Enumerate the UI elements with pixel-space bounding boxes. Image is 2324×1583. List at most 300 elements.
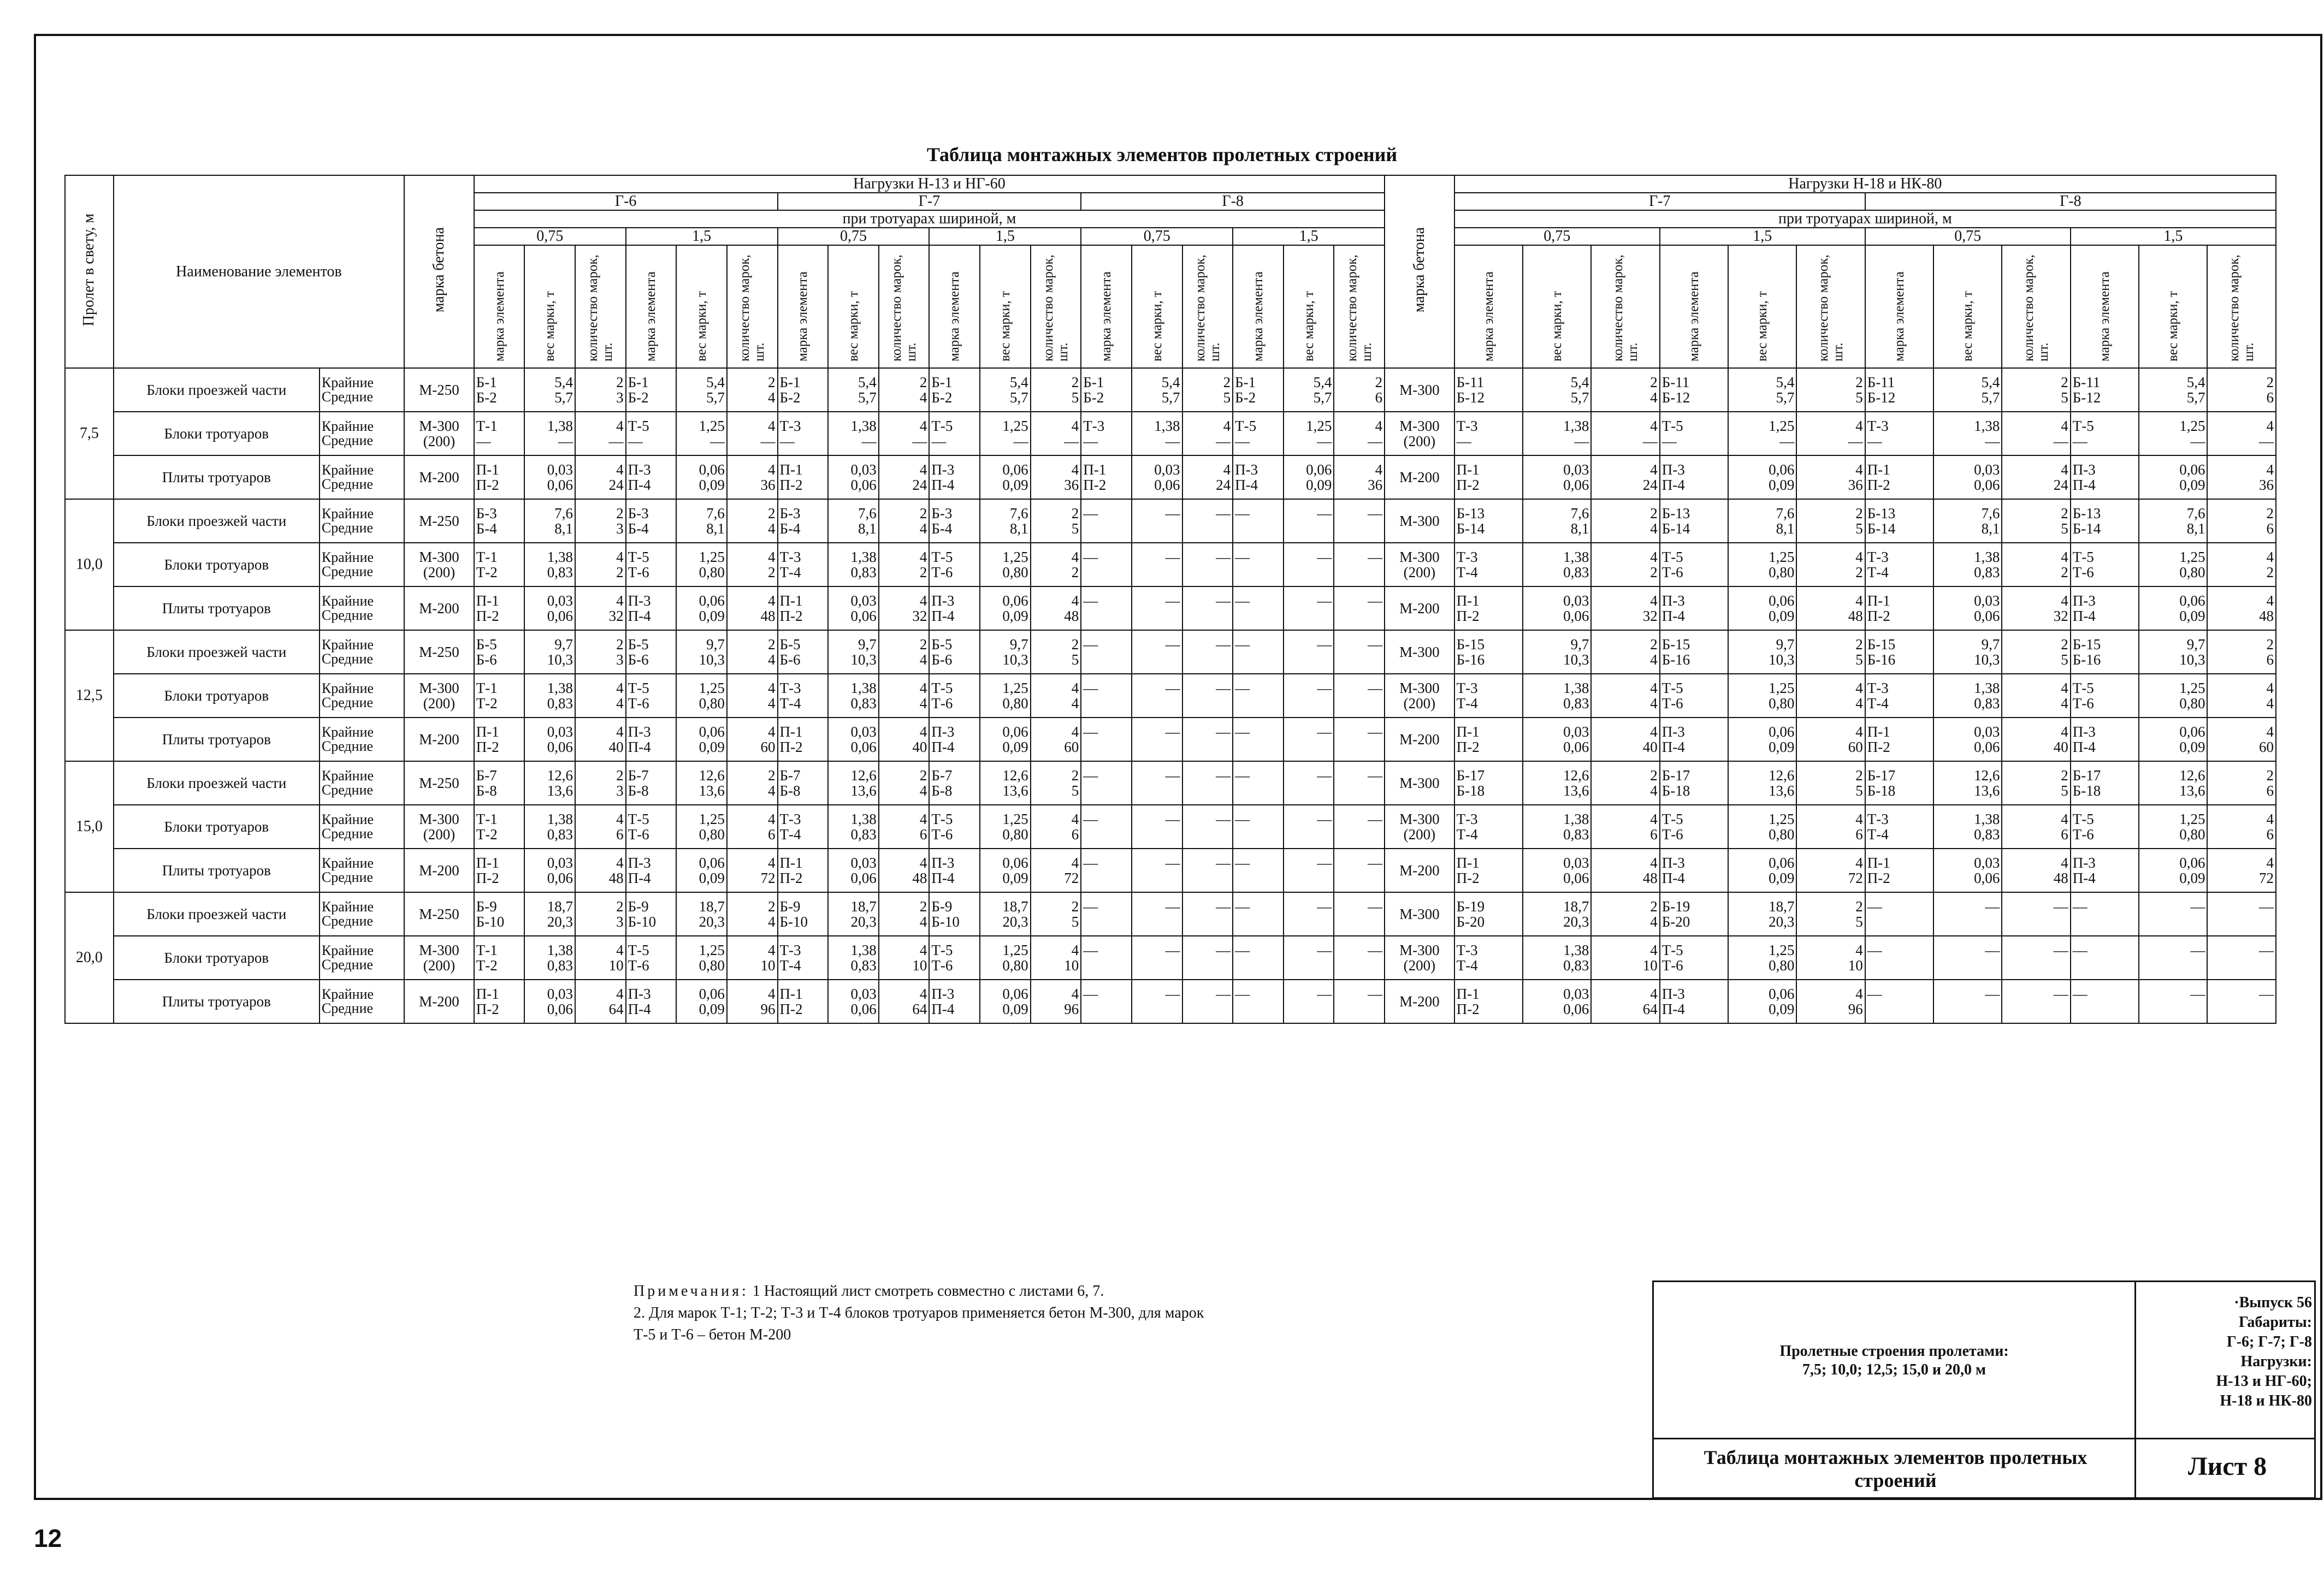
cell-value: 0,06 xyxy=(1769,461,1795,478)
table-title: Таблица монтажных элементов пролетных строений xyxy=(926,144,1398,165)
table-row xyxy=(65,630,2276,674)
cell-value: 4 xyxy=(919,986,927,1002)
cell-value: 1,25 xyxy=(1769,811,1795,827)
cell-value xyxy=(1336,696,1382,711)
cell-value xyxy=(1286,958,1332,973)
cell-value: 0,06 xyxy=(1974,870,2000,886)
cell-value: 4 xyxy=(2266,695,2274,712)
element-mark xyxy=(1660,412,1728,455)
cell-value: 1,38 xyxy=(1974,549,2000,565)
cell-value: 7,6 xyxy=(858,505,877,521)
element-weight xyxy=(1728,892,1796,936)
cell-value: П-1 xyxy=(779,592,803,609)
concrete-grade: М-200 xyxy=(404,455,474,499)
element-count xyxy=(1182,674,1233,718)
cell-value: 72 xyxy=(1848,870,1863,886)
cell-value: 2 xyxy=(2266,564,2274,580)
element-mark xyxy=(1660,805,1728,849)
element-count xyxy=(1796,586,1865,630)
element-mark xyxy=(1865,586,1933,630)
sheet-number: Лист 8 xyxy=(2187,1452,2267,1481)
cell-value xyxy=(2141,958,2205,973)
element-weight xyxy=(1284,936,1334,980)
cell-value: 0,83 xyxy=(1563,826,1589,843)
cell-value: 4 xyxy=(919,651,927,668)
cell-value: 0,03 xyxy=(1154,461,1180,478)
cell-value xyxy=(1235,827,1281,842)
element-weight xyxy=(1132,412,1182,455)
element-weight xyxy=(1728,761,1796,805)
element-count xyxy=(1334,761,1385,805)
element-count xyxy=(2207,499,2276,543)
position-label: Средние xyxy=(321,738,374,754)
cell-value: П-1 xyxy=(1456,592,1480,609)
cell-value: П-3 xyxy=(2072,724,2096,740)
cell-value: — xyxy=(1317,986,1332,1002)
cell-value: Б-4 xyxy=(476,520,497,537)
element-count xyxy=(879,586,930,630)
cell-value: Т-4 xyxy=(1456,826,1478,843)
cell-value: 8,1 xyxy=(1776,520,1795,537)
cell-value: Б-14 xyxy=(2072,520,2101,537)
element-mark xyxy=(778,412,829,455)
element-weight xyxy=(1728,674,1796,718)
cell-value: 5,7 xyxy=(554,389,573,406)
cell-value: 1,38 xyxy=(1974,418,2000,434)
position-label: Крайние xyxy=(321,418,374,434)
element-mark xyxy=(1454,586,1523,630)
cell-value: — xyxy=(709,433,725,449)
element-mark xyxy=(778,674,829,718)
cell-value: 0,83 xyxy=(547,826,573,843)
element-weight xyxy=(1933,936,2002,980)
cell-value: 0,80 xyxy=(699,957,725,974)
element-weight xyxy=(828,412,879,455)
cell-value: 0,06 xyxy=(547,870,573,886)
cell-value: 20,3 xyxy=(547,914,573,930)
element-weight xyxy=(676,936,727,980)
element-count xyxy=(727,761,778,805)
element-mark xyxy=(1865,718,1933,761)
cell-value: — xyxy=(1368,724,1383,740)
cell-value: 4 xyxy=(616,592,624,609)
cell-value: — xyxy=(912,433,927,449)
cell-value: 0,09 xyxy=(1769,739,1795,755)
cell-value: 0,06 xyxy=(1563,608,1589,624)
element-mark xyxy=(778,718,829,761)
cell-value xyxy=(1134,608,1180,624)
cell-value: 1,38 xyxy=(1563,680,1589,696)
cell-value: 0,03 xyxy=(1974,855,2000,871)
element-weight xyxy=(1284,805,1334,849)
cell-value: 9,7 xyxy=(1009,636,1028,653)
element-count xyxy=(879,980,930,1023)
element-count xyxy=(879,674,930,718)
sidewalk-width: 0,75 xyxy=(778,228,930,245)
cell-value: 32 xyxy=(608,608,624,624)
element-mark xyxy=(1233,499,1284,543)
element-count xyxy=(2002,368,2070,412)
cell-value xyxy=(1235,783,1281,798)
cell-value: 13,6 xyxy=(1769,782,1795,799)
cell-value: 2 xyxy=(768,505,776,521)
element-count xyxy=(879,892,930,936)
cell-value: 0,06 xyxy=(1769,724,1795,740)
element-weight xyxy=(828,761,879,805)
cell-value: 4 xyxy=(1855,855,1863,871)
cell-value: 2 xyxy=(2061,564,2068,580)
cell-value: 0,06 xyxy=(1769,986,1795,1002)
cell-value: Б-9 xyxy=(476,898,497,915)
element-count xyxy=(1031,805,1081,849)
element-name: Блоки тротуаров xyxy=(114,674,320,718)
cell-value: — xyxy=(1064,433,1079,449)
cell-value: 4 xyxy=(1071,680,1079,696)
element-weight xyxy=(1523,674,1591,718)
cell-value: 18,7 xyxy=(1563,898,1589,915)
cell-value: 13,6 xyxy=(850,782,877,799)
element-weight xyxy=(980,849,1031,892)
cell-value: 4 xyxy=(919,942,927,958)
element-mark xyxy=(474,718,525,761)
position-label: Крайние xyxy=(321,593,374,609)
cell-value: — xyxy=(931,433,947,449)
element-weight xyxy=(1284,543,1334,586)
position-label: Средние xyxy=(321,389,374,405)
element-count xyxy=(1796,630,1865,674)
concrete-grade: М-300 (200) xyxy=(404,674,474,718)
cell-value: Б-9 xyxy=(931,898,953,915)
element-count xyxy=(879,499,930,543)
cell-value: П-4 xyxy=(931,477,955,493)
cell-value: — xyxy=(1368,636,1383,653)
cell-value: — xyxy=(1165,636,1180,653)
cell-value xyxy=(1083,739,1130,755)
element-mark xyxy=(778,849,829,892)
cell-value xyxy=(1083,870,1130,886)
element-position xyxy=(320,630,404,674)
element-weight xyxy=(828,543,879,586)
cell-value: 2 xyxy=(1071,898,1079,915)
element-weight xyxy=(1132,630,1182,674)
element-weight xyxy=(1933,761,2002,805)
cell-value: — xyxy=(1165,433,1180,449)
cell-value: 5 xyxy=(1071,782,1079,799)
element-mark xyxy=(474,936,525,980)
cell-value: Б-2 xyxy=(779,389,801,406)
element-weight xyxy=(1728,412,1796,455)
element-count xyxy=(727,849,778,892)
concrete-grade: М-250 xyxy=(404,761,474,805)
cell-value: 12,6 xyxy=(547,767,573,784)
cell-value: 0,06 xyxy=(2179,461,2205,478)
cell-value: — xyxy=(1317,811,1332,827)
element-mark xyxy=(1865,761,1933,805)
cell-value: 5,7 xyxy=(1570,389,1589,406)
concrete-grade: М-200 xyxy=(404,849,474,892)
sub-weight-header: вес марки, т xyxy=(1132,245,1182,368)
element-count xyxy=(1182,805,1233,849)
cell-value: 13,6 xyxy=(2179,782,2205,799)
element-mark xyxy=(474,761,525,805)
sub-count-header: количество марок, шт. xyxy=(1182,245,1233,368)
cell-value: П-2 xyxy=(1456,477,1480,493)
cell-value: Т-3 xyxy=(779,680,801,696)
cell-value: 10,3 xyxy=(1769,651,1795,668)
cell-value: Б-11 xyxy=(1867,374,1895,390)
element-count xyxy=(575,630,626,674)
element-count xyxy=(1591,674,1659,718)
element-weight xyxy=(828,630,879,674)
cell-value: Т-6 xyxy=(931,695,953,712)
position-label: Средние xyxy=(321,913,374,929)
concrete-grade: М-300 xyxy=(1385,499,1454,543)
cell-value: 36 xyxy=(760,477,776,493)
cell-value: 1,38 xyxy=(1154,418,1180,434)
cell-value: 1,38 xyxy=(547,418,573,434)
element-mark xyxy=(1454,455,1523,499)
cell-value: 4 xyxy=(616,418,624,434)
cell-value xyxy=(1286,1001,1332,1017)
cell-value: 13,6 xyxy=(547,782,573,799)
element-mark xyxy=(2071,936,2139,980)
cell-value: 2 xyxy=(768,564,776,580)
cell-value: 9,7 xyxy=(1570,636,1589,653)
concrete-grade: М-250 xyxy=(404,499,474,543)
cell-value: 0,03 xyxy=(1563,461,1589,478)
cell-value: 4 xyxy=(616,695,624,712)
position-label: Средние xyxy=(321,651,374,667)
cell-value xyxy=(1235,870,1281,886)
cell-value xyxy=(2004,914,2068,929)
cell-value: — xyxy=(1317,592,1332,609)
cell-value: 6 xyxy=(1650,826,1658,843)
cell-value: 2 xyxy=(1650,636,1658,653)
element-position xyxy=(320,718,404,761)
cell-value: 4 xyxy=(1071,695,1079,712)
cell-value: — xyxy=(1317,767,1332,784)
element-weight xyxy=(980,455,1031,499)
element-count xyxy=(1334,936,1385,980)
cell-value: Б-9 xyxy=(779,898,801,915)
element-name: Плиты тротуаров xyxy=(114,455,320,499)
element-mark xyxy=(1233,630,1284,674)
cell-value: 0,03 xyxy=(1974,724,2000,740)
cell-value: 2 xyxy=(768,374,776,390)
element-count xyxy=(879,630,930,674)
cell-value: 18,7 xyxy=(1769,898,1795,915)
cell-value: — xyxy=(1216,549,1231,565)
position-label: Крайние xyxy=(321,899,374,915)
element-count xyxy=(2002,674,2070,718)
cell-value: 10,3 xyxy=(850,651,877,668)
cell-value: Б-2 xyxy=(628,389,649,406)
element-weight xyxy=(980,368,1031,412)
cell-value: — xyxy=(1165,855,1180,871)
cell-value xyxy=(1185,870,1231,886)
element-count xyxy=(1182,499,1233,543)
cell-value: 2 xyxy=(1375,374,1383,390)
cell-value: 4 xyxy=(919,695,927,712)
element-mark xyxy=(2071,412,2139,455)
cell-value: 0,83 xyxy=(850,695,877,712)
cell-value: 2 xyxy=(1223,374,1231,390)
span-value: 12,5 xyxy=(65,630,114,761)
element-count xyxy=(1796,718,1865,761)
element-weight xyxy=(1132,980,1182,1023)
cell-value: 5 xyxy=(1071,520,1079,537)
element-count xyxy=(1334,412,1385,455)
element-count xyxy=(2002,586,2070,630)
element-mark xyxy=(474,674,525,718)
cell-value: Б-19 xyxy=(1661,898,1690,915)
cell-value: 10 xyxy=(1848,957,1863,974)
cell-value: П-1 xyxy=(779,986,803,1002)
cell-value: Б-10 xyxy=(931,914,960,930)
cell-value: 1,25 xyxy=(699,942,725,958)
element-count xyxy=(727,674,778,718)
sub-mark-header: марка элемента xyxy=(929,245,980,368)
element-mark xyxy=(929,980,980,1023)
cell-value xyxy=(1134,958,1180,973)
cell-value: Т-4 xyxy=(779,695,801,712)
element-mark xyxy=(626,586,677,630)
element-mark xyxy=(929,586,980,630)
element-count xyxy=(2002,805,2070,849)
cell-value: — xyxy=(1083,986,1098,1002)
cell-value: 8,1 xyxy=(554,520,573,537)
cell-value xyxy=(1336,914,1382,929)
cell-value: — xyxy=(1317,724,1332,740)
cell-value: Б-8 xyxy=(628,782,649,799)
cell-value: 2 xyxy=(2266,767,2274,784)
note-2: 2. Для марок Т-1; Т-2; Т-3 и Т-4 блоков тротуаров применяется бетон М-300, для марок Т-5 и Т-6 – бетон М-200 xyxy=(634,1305,1204,1343)
element-count xyxy=(727,499,778,543)
element-mark xyxy=(474,455,525,499)
cell-value: 0,09 xyxy=(1769,608,1795,624)
element-weight xyxy=(828,849,879,892)
cell-value: — xyxy=(1235,942,1250,958)
position-label: Средние xyxy=(321,826,374,841)
concrete-grade: М-200 xyxy=(404,980,474,1023)
element-weight xyxy=(524,674,575,718)
element-count xyxy=(2002,412,2070,455)
cell-value: Б-7 xyxy=(779,767,801,784)
cell-value: 2 xyxy=(616,374,624,390)
sub-mark-header: марка элемента xyxy=(1081,245,1132,368)
element-count xyxy=(1182,412,1233,455)
cell-value: 6 xyxy=(2266,651,2274,668)
element-weight xyxy=(1728,936,1796,980)
cell-value: — xyxy=(2190,986,2205,1002)
element-mark xyxy=(1865,412,1933,455)
span-value: 20,0 xyxy=(65,892,114,1023)
cell-value: 8,1 xyxy=(1570,520,1589,537)
cell-value: 0,06 xyxy=(850,739,877,755)
cell-value: — xyxy=(1867,898,1882,915)
cell-value: 24 xyxy=(1216,477,1231,493)
cell-value: — xyxy=(1985,898,2000,915)
element-count xyxy=(1591,412,1659,455)
cell-value: Т-1 xyxy=(476,811,498,827)
element-weight xyxy=(1728,805,1796,849)
element-weight xyxy=(980,586,1031,630)
cell-value: 48 xyxy=(760,608,776,624)
cell-value: — xyxy=(1368,767,1383,784)
element-weight xyxy=(1523,936,1591,980)
element-mark xyxy=(1865,849,1933,892)
cell-value: П-1 xyxy=(476,461,499,478)
cell-value: П-4 xyxy=(931,739,955,755)
cell-value: П-4 xyxy=(628,1001,651,1017)
cell-value: Т-5 xyxy=(931,942,953,958)
cell-value: — xyxy=(1574,433,1589,449)
cell-value: — xyxy=(1083,433,1098,449)
cell-value: — xyxy=(1216,811,1231,827)
element-count xyxy=(1591,892,1659,936)
element-weight xyxy=(828,499,879,543)
cell-value: — xyxy=(1642,433,1658,449)
cell-value: 2 xyxy=(768,767,776,784)
sub-mark-header: марка элемента xyxy=(1660,245,1728,368)
element-weight xyxy=(828,455,879,499)
cell-value: Б-16 xyxy=(2072,651,2101,668)
cell-value: 0,03 xyxy=(547,986,573,1002)
cell-value: — xyxy=(2053,942,2068,958)
element-count xyxy=(1182,892,1233,936)
element-weight xyxy=(1728,455,1796,499)
position-label: Средние xyxy=(321,869,374,885)
cell-value: Б-18 xyxy=(1661,782,1690,799)
cell-value: 5,4 xyxy=(2186,374,2205,390)
cell-value: 1,25 xyxy=(1002,418,1028,434)
cell-value: 4 xyxy=(919,418,927,434)
cell-value: 10,3 xyxy=(1002,651,1028,668)
concrete-grade: М-300 xyxy=(1385,368,1454,412)
cell-value: Б-1 xyxy=(476,374,497,390)
cell-value: 18,7 xyxy=(547,898,573,915)
element-count xyxy=(1796,455,1865,499)
concrete-header-1: марка бетона xyxy=(404,175,474,368)
cell-value: 4 xyxy=(1071,461,1079,478)
cell-value: Т-4 xyxy=(1456,957,1478,974)
cell-value: — xyxy=(1235,898,1250,915)
stamp-desc-line-2: 7,5; 10,0; 12,5; 15,0 и 20,0 м xyxy=(1802,1361,1986,1378)
span-value: 7,5 xyxy=(65,368,114,499)
cell-value: П-4 xyxy=(1661,1001,1685,1017)
cell-value: Б-18 xyxy=(1867,782,1896,799)
element-mark xyxy=(778,980,829,1023)
element-weight xyxy=(676,412,727,455)
cell-value: 4 xyxy=(1650,695,1658,712)
element-count xyxy=(727,543,778,586)
cell-value: 60 xyxy=(760,739,776,755)
cell-value: Б-13 xyxy=(2072,505,2101,521)
element-count xyxy=(727,805,778,849)
cell-value: 4 xyxy=(616,942,624,958)
cell-value: Т-4 xyxy=(1456,564,1478,580)
cell-value: Б-14 xyxy=(1661,520,1690,537)
cell-value xyxy=(1185,827,1231,842)
element-mark xyxy=(2071,499,2139,543)
element-weight xyxy=(1523,849,1591,892)
element-weight xyxy=(676,586,727,630)
cell-value xyxy=(1235,608,1281,624)
cell-value: Б-5 xyxy=(779,636,801,653)
cell-value xyxy=(1336,521,1382,536)
element-mark xyxy=(1454,630,1523,674)
element-weight xyxy=(1933,849,2002,892)
